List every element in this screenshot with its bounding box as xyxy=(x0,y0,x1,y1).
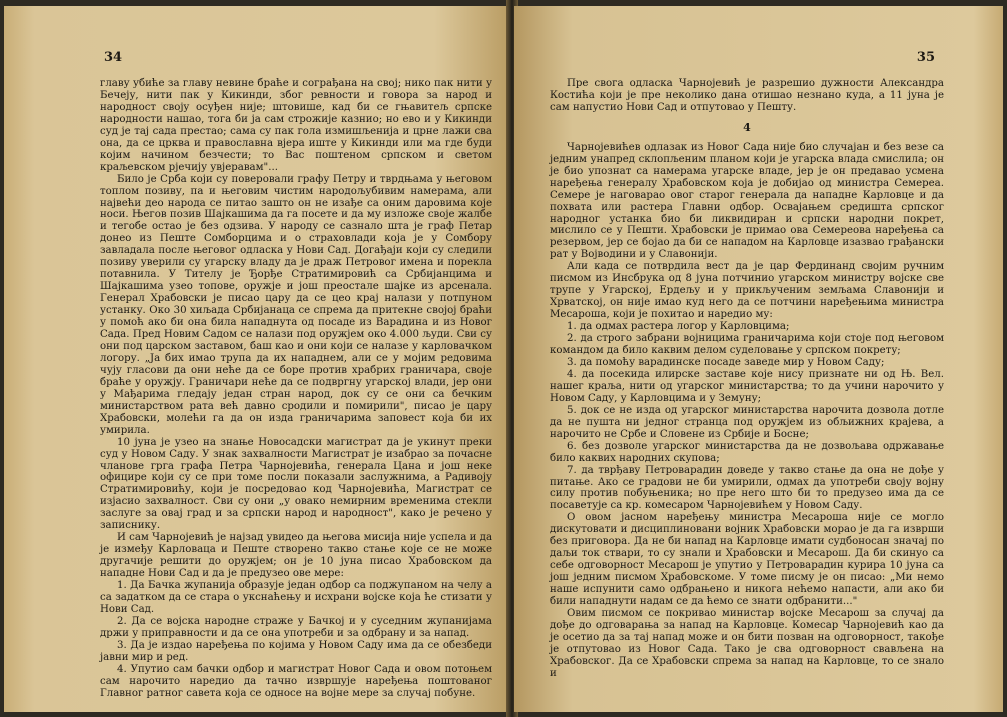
list-item: 1. да одмах растера логор у Карловцима; xyxy=(567,321,790,333)
list-item: 1. Да Бачка жупанија образује један одбор са поджупаном на челу а са задатком да се стара о укснаћењу и исхрани војске која ће стизати у Нови Сад. xyxy=(100,580,492,615)
list-item: 2. Да се војска народне страже у Бачкој и у суседним жупанијама држи у приправности и да се она употреби и за одбрану и за напад. xyxy=(100,615,492,639)
left-page xyxy=(4,6,510,712)
list-item: 6. без дозволе угарског министарства да не дозвољава одржавање било каквих народних скупова; xyxy=(550,440,944,464)
list-item: 2. да строго забрани војницима граничарима који стоје под његовом командом да било каквим делом суделовање у српском покрету; xyxy=(550,333,944,357)
paragraph: Али када се потврдила вест да је цар Фердинанд својим ручним писмом из Инсбрука од 8 јуна потчинио угарском министру војске све трупе у Угарској, Ердељу и у прикљученим земљама Славонији и Хрватској, он није имао куд него да се потчини наређењима министра Месароша, који је похитао и наредио му: xyxy=(550,261,944,321)
section-number: 4 xyxy=(743,120,751,134)
paragraph: Чарнојевићев одлазак из Новог Сада није био случајан и без везе са једним унапред склопљеним планом који је угарска влада смислила; он је био упознат са намерама угарске владе, јер је он предавао усмена наређења генералу Храбовском која је добијао од министра Семереа. Семере је наговарао овог старог генерала да нападне Карловце и да похвата или растера Главни одбор. Освајањем средишта српског народног устанка био би ликвидиран и српски народни покрет, мислило се у Пешти. Храбовски је примао ова Семереова наређења са резервом, јер се бојао да би се нападом на Карловце изазвао грађански рат у Војводини и у Славонији. xyxy=(550,141,944,261)
list-item: 3. Да је издао наређења по којима у Новом Саду има да се обезбеди јавни мир и ред. xyxy=(100,639,492,663)
list-item: 7. да тврђаву Петроварадин доведе у такво стање да она не дође у питање. Ако се градови не би умирили, одмах да употреби своју војну силу против побуњеника; но пре него што би то предузео има да се посаветује са кр. комесаром Чарнојевићем у Новом Саду. xyxy=(550,464,944,512)
paragraph: О овом јасном наређењу министра Месароша није се могло дискутовати и дисциплиновани војник Храбовски морао је да га изврши без приговора. Да не би напад на Карловце имати судбоносан значај по даљи ток ствари, то су знали и Храбовски и Месарош. Да би скинуо са себе одговорност Месарош је упутио у Петроварадин курира 10 јуна са још једним писмом Храбовскоме. У томе писму је он писао: „Ми немо наше испунити само одбрањено и никога нећемо напасти, али ако би били нападнути надам се да ћемо се знати одбранити..." xyxy=(550,512,944,608)
paragraph: главу убиће за главу невине браће и сограђана на свој; нико пак нити у Бечеју, нити пак у Кикинди, због ревности и говора за народ и народност својy осуђен није; штовише, кад би се гњавитељ српске народности нашао, тога би ја сам строжије казнио; но ево и у Кикинди суд је тај сада престао; сама су пак гола измишљенија и црне лажи сва она, да се црква и православна вјера иште у Кикинди или ма где буди којим начином безчести; то Вас поштеном српском и светом краљевском рјечију увјеравам"... xyxy=(100,78,492,173)
paragraph: Било је Срба који су поверовали графу Петру и тврдњама у његовом топлом позиву, па и његовим чистим народољубивим намерама, али највећи део народа се питао зашто он не изађе са оним даровима које носи. Његов позив Шајкашима да га посете и да му изложе своје жалбе и тегобе остао је без одзива. У народу се сазнало шта је граф Петар донео из Пеште Сомборцима и о страховлади која је у Сомбору завладала после његовог одласка у Нови Сад. Догађаји који су следили позиву уверили су угарску владу да је драж Петровог имена и порекла потавнила. У Тителу је Ђорђе Стратимировић са Србијанцима и Шајкашима узео топове, оружје и још преостале шајке из арсенала. Генерал Храбовски је писао цару да се цео крај налази у потпуном устанку. Око 30 хиљада Србијанаца се спрема да притекне својој браћи у помоћ ако би она била нападнута од посаде из Варадина и из Новог Сада. Пред Новим Садом се налази под оружјем око 4.000 људи. Сви су они под царском заставом, баш као и они који се налазе у карловачком логору. „Ја бих имао трупа да их нападнем, али се у мојим редовима чују гласови да они неће да се боре против храбрих граничара, своје браће у оружју. Граничари неће да се подвргну угарској влади, јер они у Мађарима гледају један стран народ, док су се они са бечким министарством рата већ давно сродили и помирили", писао је цару Храбовски, молећи га да он изда граничарима заповест која би их умирила. xyxy=(100,173,492,436)
paragraph: Пре свога одласка Чарнојевић је разрешио дужности Александра Костића који је пре неколико дана отишао незнано куда, а 11 јуна је сам напустио Нови Сад и отпутовао у Пешту. xyxy=(550,78,944,113)
paragraph: И сам Чарнојевић је најзад увидео да његова мисија није успела и да је између Карловаца и Пеште створено такво стање које се не може другачије решити до оружјем; он је 10 јуна писао Храбовском да нападне Нови Сад и да је предузео ове мере: xyxy=(100,532,493,580)
page-number-right: 35 xyxy=(916,50,935,65)
right-page-text xyxy=(550,78,944,680)
paragraph: Овим писмом се покривао министар војске Месарош за случај да дође до одговарања за напад на Карловце. Комесар Чарнојевић као да је осетио да за тај напад може и он бити позван на одговорност, такође је отпутовао из Новог Сада. Тако је сва одговорност свављена на Храбовског. Да се Храбовски спрема за напад на Карловце, то се знало и xyxy=(550,607,944,679)
page-number-left: 34 xyxy=(104,50,123,65)
paragraph: 10 јуна је узео на знање Новосадски магистрат да је укинут преки суд у Новом Саду. У знак захвалности Магистрат је изабрао за почасне чланове грга графа Петра Чарнојевића, генерала Цана и још неке официре који су се при томе посли показали заслужнима, а Радивоју Стратимировићу, који је посредовао код Чарнојевића, Магистрат се изјасио захвалност. Сви су они „у овако немирним временима стекли заслуге за овај град и за српски народ и народност", како је речено у записнику. xyxy=(100,436,492,532)
list-item: 5. док се не изда од угарског министарства нарочита дозвола дотле да не пушта ни једног странца под оружјем из обљижних крајева, а нарочито не Србе и Словене из Србије и Босне; xyxy=(550,404,944,440)
right-page xyxy=(514,6,1003,712)
list-item: 4. да посекида илирске заставе које нису признате ни од Њ. Вел. нашег краља, нити од угарског министарства; то да учини нарочито у Новом Саду, у Карловцима и у Земуну; xyxy=(550,368,944,404)
list-item: 4. Упутио сам бачки одбор и магистрат Новог Сада и овом потоњем сам нарочито наредио да тачно извршује наређења поштованог Главног ратног савета која се односе на војне мере за случај побуне. xyxy=(100,663,492,699)
list-item: 3. да помоћу варадинске посаде заведе мир у Новом Саду; xyxy=(567,356,885,368)
left-page-text xyxy=(100,78,492,700)
